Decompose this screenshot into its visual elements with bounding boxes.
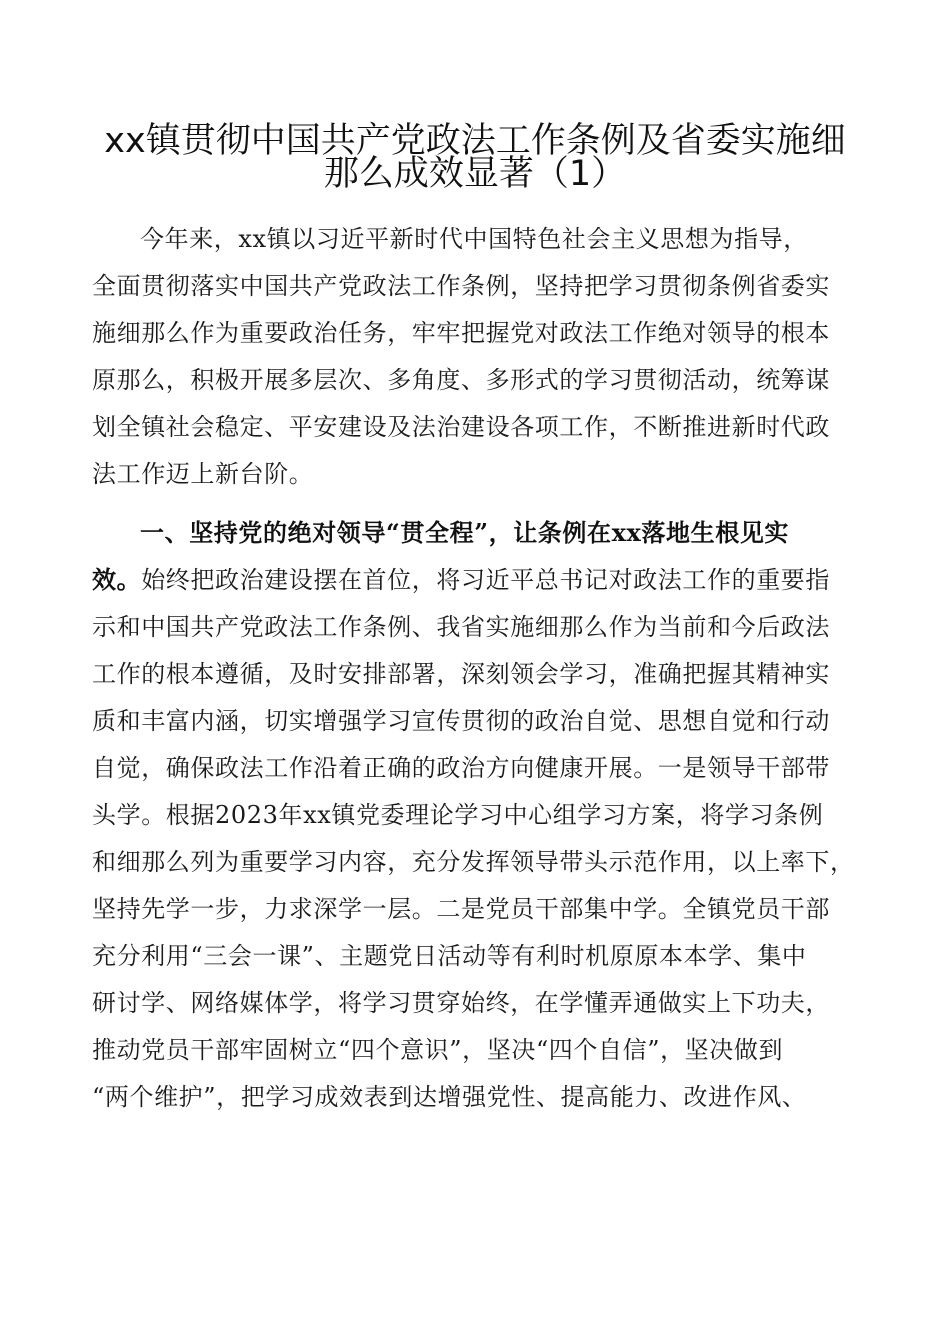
document-title-line-1: xx镇贯彻中国共产党政法工作条例及省委实施细 <box>104 121 846 161</box>
intro-paragraph-line: 法工作迈上新台阶。 <box>92 460 314 488</box>
section-paragraph-line: 头学。根据2023年xx镇党委理论学习中心组学习方案，将学习条例 <box>92 801 824 829</box>
section-paragraph-line: 和细那么列为重要学习内容，充分发挥领导带头示范作用，以上率下， <box>92 848 855 876</box>
section-heading-end: 效。 <box>92 565 142 594</box>
section-paragraph-line: 工作的根本遵循，及时安排部署，深刻领会学习，准确把握其精神实 <box>92 660 830 688</box>
intro-paragraph-line: 全面贯彻落实中国共产党政法工作条例，坚持把学习贯彻条例省委实 <box>92 272 830 300</box>
document-title-line-2: 那么成效显著（1） <box>323 154 627 194</box>
intro-paragraph-line: 今年来，xx镇以习近平新时代中国特色社会主义思想为指导， <box>140 225 808 253</box>
section-paragraph-line <box>92 565 830 595</box>
section-paragraph-line: 推动党员干部牢固树立“四个意识”，坚决“四个自信”，坚决做到 <box>92 1036 784 1064</box>
section-paragraph-line: 自觉，确保政法工作沿着正确的政治方向健康开展。一是领导干部带 <box>92 754 830 782</box>
intro-paragraph-line: 划全镇社会稳定、平安建设及法治建设各项工作，不断推进新时代政 <box>92 413 830 441</box>
section-paragraph-text: 始终把政治建设摆在首位，将习近平总书记对政法工作的重要指 <box>141 566 831 594</box>
section-paragraph-line: 研讨学、网络媒体学，将学习贯穿始终，在学懂弄通做实上下功夫， <box>92 989 830 1017</box>
section-paragraph-line: 坚持先学一步，力求深学一层。二是党员干部集中学。全镇党员干部 <box>92 895 830 923</box>
intro-paragraph-line: 原那么，积极开展多层次、多角度、多形式的学习贯彻活动，统筹谋 <box>92 366 830 394</box>
intro-paragraph-line: 施细那么作为重要政治任务，牢牢把握党对政法工作绝对领导的根本 <box>92 319 830 347</box>
section-paragraph-line: “两个维护”，把学习成效表到达增强党性、提高能力、改进作风、 <box>92 1083 807 1111</box>
section-paragraph-line: 示和中国共产党政法工作条例、我省实施细那么作为当前和今后政法 <box>92 613 830 641</box>
section-heading: 一、坚持党的绝对领导“贯全程”，让条例在xx落地生根见实 <box>140 518 790 547</box>
section-paragraph-line: 充分利用“三会一课”、主题党日活动等有利时机原原本本学、集中 <box>92 942 807 970</box>
section-paragraph-line: 质和丰富内涵，切实增强学习宣传贯彻的政治自觉、思想自觉和行动 <box>92 707 830 735</box>
